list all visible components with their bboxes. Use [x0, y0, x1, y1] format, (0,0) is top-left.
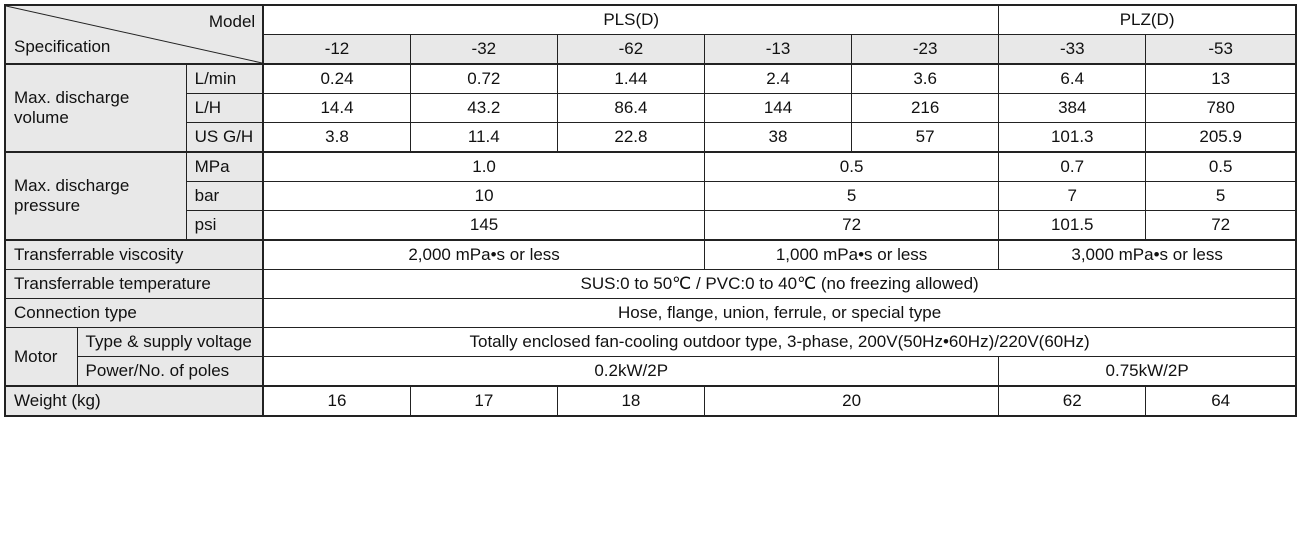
value-cell: 216	[852, 94, 999, 123]
value-cell: SUS:0 to 50℃ / PVC:0 to 40℃ (no freezing allowed)	[263, 270, 1296, 299]
value-cell: 17	[410, 386, 557, 416]
value-cell: 3,000 mPa•s or less	[999, 240, 1296, 270]
unit-label: bar	[186, 182, 263, 211]
value-cell: 384	[999, 94, 1146, 123]
header-row-groups	[5, 5, 1296, 35]
value-cell: Totally enclosed fan-cooling outdoor type, 3-phase, 200V(50Hz•60Hz)/220V(60Hz)	[263, 328, 1296, 357]
value-cell: 205.9	[1146, 123, 1296, 153]
value-cell: 64	[1146, 386, 1296, 416]
value-cell: 22.8	[557, 123, 704, 153]
specification-header-label: Specification	[14, 37, 111, 57]
model-header: -53	[1146, 35, 1296, 65]
value-cell: 72	[704, 211, 998, 241]
model-header: -33	[999, 35, 1146, 65]
model-header: -32	[410, 35, 557, 65]
table-row	[5, 182, 1296, 211]
value-cell: 0.24	[263, 64, 410, 94]
value-cell: 38	[704, 123, 851, 153]
value-cell: Hose, flange, union, ferrule, or special type	[263, 299, 1296, 328]
value-cell: 10	[263, 182, 704, 211]
value-cell: 101.3	[999, 123, 1146, 153]
model-header: -12	[263, 35, 410, 65]
row-label-motor: Motor	[5, 328, 77, 387]
table-row	[5, 64, 1296, 94]
value-cell: 1.44	[557, 64, 704, 94]
value-cell: 2,000 mPa•s or less	[263, 240, 704, 270]
row-label-discharge-volume: Max. discharge volume	[5, 64, 186, 152]
row-label-viscosity: Transferrable viscosity	[5, 240, 263, 270]
model-header: -13	[704, 35, 851, 65]
table-row	[5, 299, 1296, 328]
unit-label: L/H	[186, 94, 263, 123]
value-cell: 5	[704, 182, 998, 211]
value-cell: 18	[557, 386, 704, 416]
value-cell: 1,000 mPa•s or less	[704, 240, 998, 270]
motor-power-label: Power/No. of poles	[77, 357, 263, 387]
value-cell: 144	[704, 94, 851, 123]
table-row	[5, 94, 1296, 123]
unit-label: MPa	[186, 152, 263, 182]
value-cell: 7	[999, 182, 1146, 211]
unit-label: US G/H	[186, 123, 263, 153]
table-row	[5, 123, 1296, 153]
table-row	[5, 270, 1296, 299]
row-label-discharge-pressure: Max. discharge pressure	[5, 152, 186, 240]
row-label-temperature: Transferrable temperature	[5, 270, 263, 299]
table-row	[5, 211, 1296, 241]
value-cell: 0.75kW/2P	[999, 357, 1296, 387]
unit-label: psi	[186, 211, 263, 241]
specification-table	[4, 4, 1297, 417]
group-header-plz: PLZ(D)	[999, 5, 1296, 35]
value-cell: 72	[1146, 211, 1296, 241]
row-label-weight: Weight (kg)	[5, 386, 263, 416]
value-cell: 43.2	[410, 94, 557, 123]
table-row	[5, 152, 1296, 182]
value-cell: 2.4	[704, 64, 851, 94]
unit-label: L/min	[186, 64, 263, 94]
value-cell: 0.2kW/2P	[263, 357, 999, 387]
value-cell: 13	[1146, 64, 1296, 94]
value-cell: 0.7	[999, 152, 1146, 182]
table-row	[5, 357, 1296, 387]
value-cell: 6.4	[999, 64, 1146, 94]
table-row	[5, 328, 1296, 357]
value-cell: 3.6	[852, 64, 999, 94]
value-cell: 20	[704, 386, 998, 416]
table-corner-header	[5, 5, 263, 64]
value-cell: 86.4	[557, 94, 704, 123]
value-cell: 14.4	[263, 94, 410, 123]
model-header: -23	[852, 35, 999, 65]
value-cell: 0.5	[1146, 152, 1296, 182]
row-label-connection: Connection type	[5, 299, 263, 328]
value-cell: 1.0	[263, 152, 704, 182]
value-cell: 780	[1146, 94, 1296, 123]
table-row	[5, 386, 1296, 416]
value-cell: 11.4	[410, 123, 557, 153]
table-row	[5, 240, 1296, 270]
motor-type-label: Type & supply voltage	[77, 328, 263, 357]
model-header-label: Model	[208, 12, 256, 31]
group-header-pls: PLS(D)	[263, 5, 999, 35]
model-header: -62	[557, 35, 704, 65]
value-cell: 5	[1146, 182, 1296, 211]
value-cell: 0.72	[410, 64, 557, 94]
value-cell: 57	[852, 123, 999, 153]
value-cell: 101.5	[999, 211, 1146, 241]
value-cell: 3.8	[263, 123, 410, 153]
value-cell: 16	[263, 386, 410, 416]
value-cell: 145	[263, 211, 704, 241]
value-cell: 0.5	[704, 152, 998, 182]
value-cell: 62	[999, 386, 1146, 416]
